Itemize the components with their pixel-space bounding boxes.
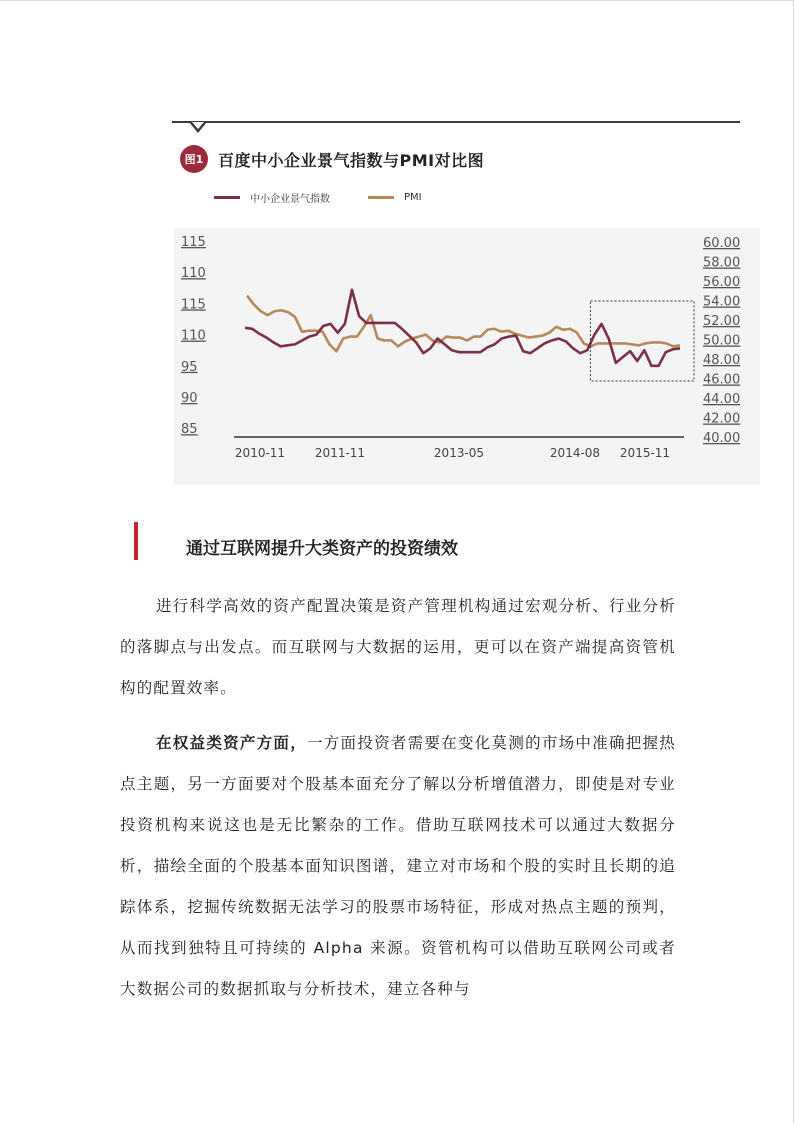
right-axis-tick-label: 48.00 xyxy=(703,353,741,368)
left-axis-tick-label: 115 xyxy=(181,297,206,313)
paragraph-2-body: 一方面投资者需要在变化莫测的市场中准确把握热点主题，另一方面要对个股基本面充分了解以分析增值潜力，即使是对专业投资机构来说这也是无比繁杂的工作。借助互联网技术可以通过大数据分析，描绘全面的个股基本面知识图谱，建立对市场和个股的实时且长期的追踪体系，挖掘传统数据无法学习的股票市场特征，形成对热点主题的预判，从而找到独特且可持续的 Alpha 来源。资管机构可以借助互联网公司或者大数据公司的数据抓取与分析技术，建立各种与 xyxy=(120,734,676,998)
figure-rule xyxy=(172,121,740,123)
legend-label-sme: 中小企业景气指数 xyxy=(250,194,330,205)
legend-item-pmi xyxy=(368,192,422,203)
chart-legend xyxy=(214,190,460,205)
x-axis-tick-label: 2015-11 xyxy=(619,446,671,460)
right-axis-tick-label: 54.00 xyxy=(703,294,741,310)
right-axis-tick-label: 42.00 xyxy=(703,411,741,427)
legend-item-sme xyxy=(214,190,330,205)
right-axis-tick-label: 60.00 xyxy=(703,236,741,251)
right-axis-tick-label: 40.00 xyxy=(703,431,741,446)
right-axis-tick-label: 46.00 xyxy=(703,372,741,388)
right-axis-tick-label: 56.00 xyxy=(703,275,741,290)
page-border-top xyxy=(0,0,794,1)
right-axis-tick-label: 58.00 xyxy=(703,255,741,271)
paragraph-2 xyxy=(120,723,676,1010)
x-axis-tick-label: 2010-11 xyxy=(234,446,286,460)
x-axis-tick-label: 2011-11 xyxy=(314,446,366,460)
figure-badge: 图1 xyxy=(180,145,208,173)
left-axis-tick-label: 90 xyxy=(181,391,198,406)
right-axis-tick-label: 50.00 xyxy=(703,333,741,349)
left-axis-tick-label: 85 xyxy=(181,422,198,438)
right-axis-tick-label: 44.00 xyxy=(703,392,741,407)
legend-label-pmi: PMI xyxy=(404,192,422,203)
section-accent-bar xyxy=(134,522,138,560)
paragraph-1: 进行科学高效的资产配置决策是资产管理机构通过宏观分析、行业分析的落脚点与出发点。而互联网与大数据的运用，更可以在资产端提高资管机构的配置效率。 xyxy=(120,597,676,697)
legend-swatch-pmi xyxy=(368,196,394,199)
right-axis-tick-label: 52.00 xyxy=(703,314,741,329)
figure-notch-inner xyxy=(192,122,204,129)
chart-background xyxy=(174,228,760,485)
left-axis-tick-label: 95 xyxy=(181,359,198,375)
paragraph-2-lead: 在权益类资产方面， xyxy=(156,734,307,752)
left-axis-tick-label: 115 xyxy=(181,235,206,250)
x-axis-tick-label: 2013-05 xyxy=(433,446,485,460)
section-title: 通过互联网提升大类资产的投资绩效 xyxy=(186,539,458,559)
left-axis-tick-label: 110 xyxy=(181,328,206,344)
x-axis-tick-label: 2014-08 xyxy=(549,446,601,460)
legend-swatch-sme xyxy=(214,196,240,199)
left-axis-tick-label: 110 xyxy=(181,266,206,282)
figure-title: 百度中小企业景气指数与PMI对比图 xyxy=(218,151,485,170)
